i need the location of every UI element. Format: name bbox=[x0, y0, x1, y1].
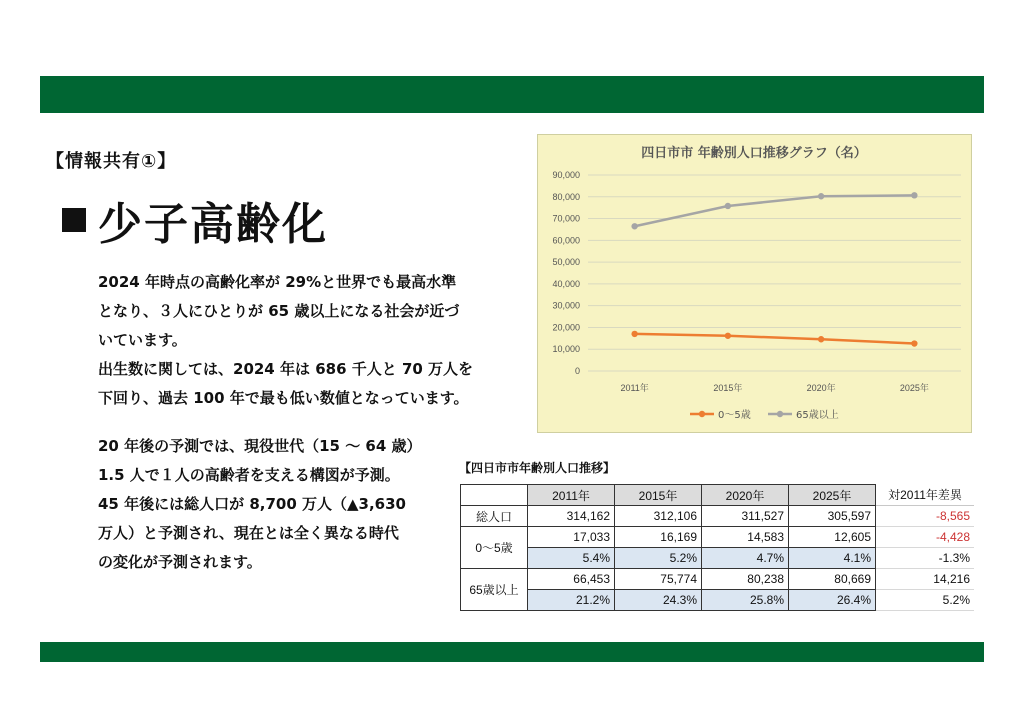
table-cell: 80,669 bbox=[789, 569, 876, 590]
legend-swatch-marker bbox=[777, 411, 783, 417]
year-header: 2011年 bbox=[528, 485, 615, 506]
population-table bbox=[460, 484, 974, 611]
legend-label: 0～5歳 bbox=[718, 410, 751, 421]
table-cell: 16,169 bbox=[615, 527, 702, 548]
table-row-young bbox=[461, 527, 975, 548]
series-line bbox=[635, 195, 915, 226]
diff-header: 対2011年差異 bbox=[876, 485, 975, 506]
table-row-elderly-pct bbox=[461, 590, 975, 611]
para-line: 下回り、過去 100 年で最も低い数値となっています。 bbox=[98, 389, 469, 407]
para-line: 1.5 人で１人の高齢者を支える構図が予測。 bbox=[98, 466, 400, 484]
table-corner-cell bbox=[461, 485, 528, 506]
para-line: 20 年後の予測では、現役世代（15 ～ 64 歳） bbox=[98, 437, 422, 455]
table-row-young-pct bbox=[461, 548, 975, 569]
table-cell: 24.3% bbox=[615, 590, 702, 611]
table-header-row bbox=[461, 485, 975, 506]
para-line: 45 年後には総人口が 8,700 万人（▲3,630 bbox=[98, 495, 406, 513]
para-line: の変化が予測されます。 bbox=[98, 553, 262, 571]
data-point bbox=[818, 336, 824, 342]
y-tick-label: 20,000 bbox=[552, 322, 580, 333]
diff-cell: 5.2% bbox=[876, 590, 975, 611]
table-cell: 5.2% bbox=[615, 548, 702, 569]
chart-svg bbox=[538, 135, 971, 432]
data-point bbox=[725, 203, 731, 209]
page-title bbox=[62, 188, 328, 252]
table-cell: 311,527 bbox=[702, 506, 789, 527]
y-tick-label: 10,000 bbox=[552, 344, 580, 355]
table-cell: 312,106 bbox=[615, 506, 702, 527]
diff-cell: 14,216 bbox=[876, 569, 975, 590]
table-cell: 4.7% bbox=[702, 548, 789, 569]
table-cell: 17,033 bbox=[528, 527, 615, 548]
table-cell: 21.2% bbox=[528, 590, 615, 611]
table-cell: 4.1% bbox=[789, 548, 876, 569]
population-chart bbox=[537, 134, 972, 433]
x-tick-label: 2015年 bbox=[713, 383, 743, 393]
data-point bbox=[725, 333, 731, 339]
y-tick-label: 60,000 bbox=[552, 235, 580, 246]
y-tick-label: 30,000 bbox=[552, 300, 580, 311]
table-cell: 14,583 bbox=[702, 527, 789, 548]
y-tick-label: 40,000 bbox=[552, 278, 580, 289]
para-line: 2024 年時点の高齢化率が 29%と世界でも最高水準 bbox=[98, 273, 457, 291]
y-tick-label: 0 bbox=[574, 366, 580, 376]
y-tick-label: 70,000 bbox=[552, 213, 580, 224]
table-cell: 75,774 bbox=[615, 569, 702, 590]
y-tick-label: 50,000 bbox=[552, 257, 580, 268]
y-tick-label: 80,000 bbox=[552, 191, 580, 202]
year-header: 2020年 bbox=[702, 485, 789, 506]
para-line: 出生数に関しては、2024 年は 686 千人と 70 万人を bbox=[98, 360, 474, 378]
row-label: 総人口 bbox=[461, 506, 528, 527]
section-tag: 【情報共有①】 bbox=[46, 151, 177, 172]
diff-cell: -1.3% bbox=[876, 548, 975, 569]
legend-label: 65歳以上 bbox=[796, 410, 839, 421]
para-line: いています。 bbox=[98, 331, 187, 349]
year-header: 2025年 bbox=[789, 485, 876, 506]
diff-cell: -4,428 bbox=[876, 527, 975, 548]
para-line: となり、３人にひとりが 65 歳以上になる社会が近づ bbox=[98, 302, 460, 320]
row-label: 0～5歳 bbox=[461, 527, 528, 569]
table-cell: 25.8% bbox=[702, 590, 789, 611]
table-cell: 80,238 bbox=[702, 569, 789, 590]
top-green-band bbox=[40, 76, 984, 113]
diff-cell: -8,565 bbox=[876, 506, 975, 527]
table-row-elderly bbox=[461, 569, 975, 590]
table-row-total bbox=[461, 506, 975, 527]
bottom-green-band bbox=[40, 642, 984, 662]
page-title-text: 少子高齢化 bbox=[98, 199, 328, 250]
table-cell: 66,453 bbox=[528, 569, 615, 590]
bullet-square bbox=[62, 208, 86, 232]
y-tick-label: 90,000 bbox=[552, 170, 580, 180]
table-cell: 314,162 bbox=[528, 506, 615, 527]
para-line: 万人）と予測され、現在とは全く異なる時代 bbox=[98, 524, 399, 542]
data-point bbox=[631, 223, 637, 229]
row-label: 65歳以上 bbox=[461, 569, 528, 611]
table-title: 【四日市市年齢別人口推移】 bbox=[459, 461, 616, 475]
x-tick-label: 2025年 bbox=[899, 383, 929, 393]
table-cell: 5.4% bbox=[528, 548, 615, 569]
x-tick-label: 2011年 bbox=[620, 383, 649, 393]
data-point bbox=[818, 193, 824, 199]
table-cell: 305,597 bbox=[789, 506, 876, 527]
legend-swatch-marker bbox=[699, 411, 705, 417]
paragraph-forecast bbox=[98, 432, 498, 577]
series-line bbox=[635, 334, 915, 344]
table-cell: 12,605 bbox=[789, 527, 876, 548]
paragraph-aging bbox=[98, 268, 498, 413]
data-point bbox=[631, 331, 637, 337]
year-header: 2015年 bbox=[615, 485, 702, 506]
data-point bbox=[911, 192, 917, 198]
table-cell: 26.4% bbox=[789, 590, 876, 611]
chart-title: 四日市市 年齢別人口推移グラフ（名） bbox=[641, 146, 867, 161]
data-point bbox=[911, 340, 917, 346]
x-tick-label: 2020年 bbox=[806, 383, 836, 393]
